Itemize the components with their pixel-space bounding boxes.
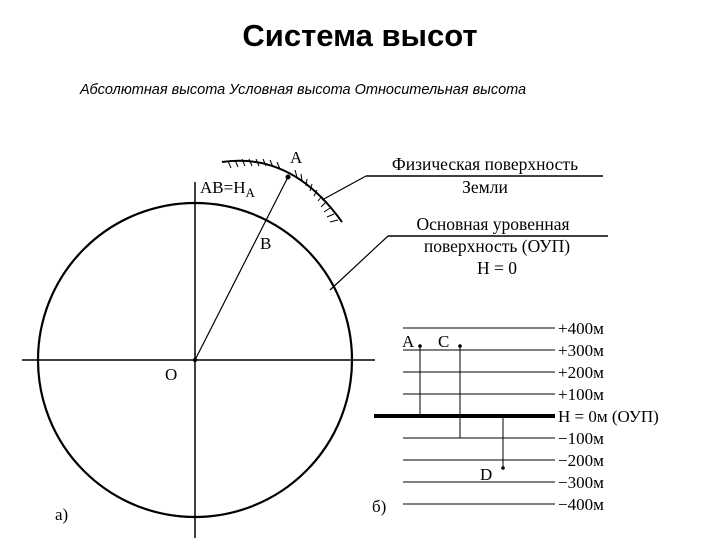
label-panel-b: б) xyxy=(372,497,387,516)
level-label: +400м xyxy=(558,319,604,338)
label-point-a-b: A xyxy=(402,332,415,351)
point-c-dot xyxy=(458,344,462,348)
level-label: +200м xyxy=(558,363,604,382)
level-label: −400м xyxy=(558,495,604,514)
page-title: Система высот xyxy=(242,18,478,53)
label-point-o: O xyxy=(165,365,178,384)
point-d-dot xyxy=(501,466,505,470)
diagram-b xyxy=(372,319,659,516)
label-level-surface-2: поверхность (ОУП) xyxy=(423,236,571,256)
physical-surface-leader xyxy=(322,176,366,200)
label-point-b: B xyxy=(260,234,272,253)
level-label: +300м xyxy=(558,341,604,360)
label-level-surface-3: H = 0 xyxy=(476,258,518,278)
label-point-a: A xyxy=(290,148,303,167)
level-lines xyxy=(374,328,555,504)
level-label: +100м xyxy=(558,385,604,404)
level-label: H = 0м (ОУП) xyxy=(558,407,659,426)
label-point-d: D xyxy=(480,465,493,484)
level-labels xyxy=(558,319,659,514)
label-physical-surface-2: Земли xyxy=(462,177,508,197)
label-formula: $AB=H_A$ xyxy=(200,178,255,200)
page-subtitle: Абсолютная высота Условная высота Относительная высота xyxy=(80,82,527,98)
diagram-a xyxy=(22,148,608,538)
label-physical-surface-1: Физическая поверхность xyxy=(391,154,579,174)
label-point-c: C xyxy=(438,332,450,351)
point-a-dot xyxy=(286,175,291,180)
level-label: −300м xyxy=(558,473,604,492)
point-a-dot xyxy=(418,344,422,348)
label-panel-a: а) xyxy=(55,505,69,524)
level-label: −200м xyxy=(558,451,604,470)
level-surface-leader xyxy=(330,236,388,290)
point-o-dot xyxy=(193,358,197,362)
level-label: −100м xyxy=(558,429,604,448)
label-level-surface-1: Основная уровенная xyxy=(416,214,570,234)
